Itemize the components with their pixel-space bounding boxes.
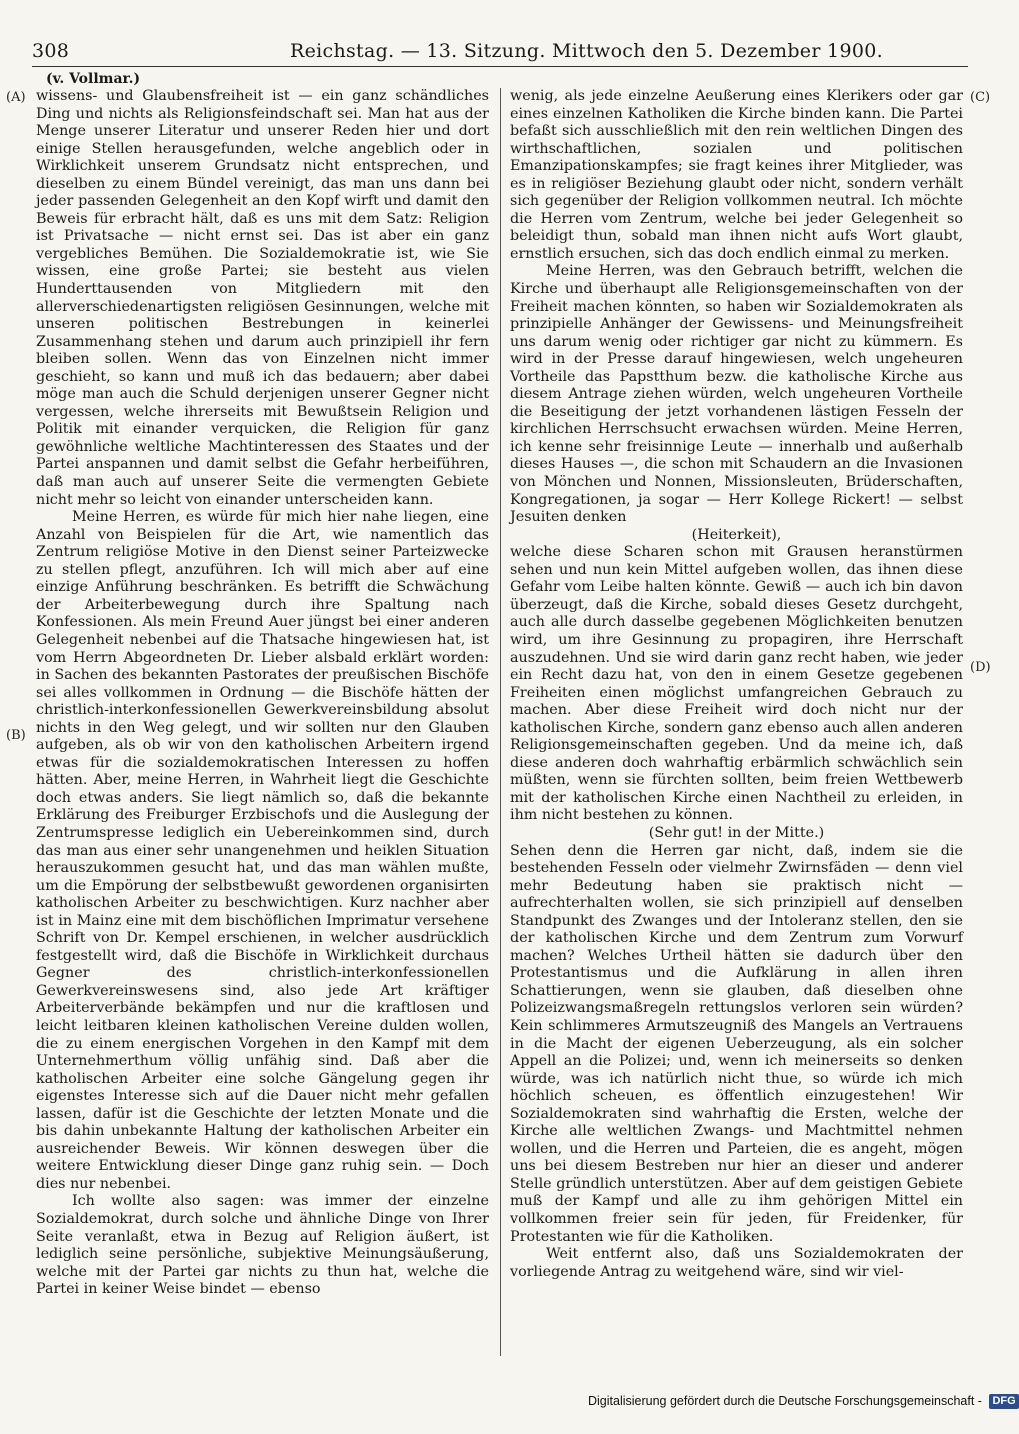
paragraph: wenig, als jede einzelne Aeußerung eines Klerikers oder gar eines einzelnen Katholiken die Kirche binden kann. Die Partei befaßt sich ausschließlich mit den rein weltlichen Dingen des wirthschaftlichen, sozialen und politischen Emanzipationskampfes; sie fragt keines ihrer Mitglieder, was es in religiöser Beziehung glaubt oder nicht, sondern verhält sich gegenüber der Religion vollkommen neutral. Ich möchte die Herren vom Zentrum, welche bei jeder Gelegenheit so beleidigt thun, sobald man ihnen nicht aufs Wort glaubt, ernstlich ersuchen, sich das doch endlich einmal zu merken. (510, 88, 963, 262)
right-column (510, 88, 963, 1363)
digitization-credit (588, 1394, 1016, 1414)
paragraph: wissens- und Glaubensfreiheit ist — ein ganz schändliches Ding und nichts als Religionsfeindschaft sei. Man hat aus der Menge unserer Literatur und unserer Reden hier und dort einige Stellen herausgefunden, welche angeblich oder in Wirklichkeit unserem Grundsatz nicht entsprechen, und dieselben zu einem Bündel vereinigt, das man uns dann bei jeder passenden Gelegenheit an den Kopf wirft und damit den Beweis für erbracht hält, daß es uns mit dem Satz: Religion ist Privatsache — nicht ernst sei. Das ist aber ein ganz vergebliches Bemühen. Die Sozialdemokratie ist, wie Sie wissen, eine große Partei; sie besteht aus vielen Hunderttausenden von Mitgliedern mit den allerverschiedenartigsten religiösen Gesinnungen, welche mit unseren politischen Bestrebungen in keinerlei Zusammenhang stehen und darum auch prinzipiell ihr fern bleiben sollen. Wenn das von Einzelnen nicht immer geschieht, so kann und muß ich das bedauern; aber dabei möge man auch die Schuld derjenigen unserer Gegner nicht vergessen, welche ihrerseits mit Bewußtsein Religion und Politik mit einander verquicken, die Religion für ganz gewöhnliche weltliche Machtinteressen des Staates und der Partei anspannen und damit selbst die Gefahr herbeiführen, daß man auch auf unserer Seite die vermengten Gebiete nicht mehr so leicht von einander unterscheiden kann. (36, 88, 489, 508)
margin-marker-a: (A) (6, 90, 26, 105)
margin-marker-d: (D) (970, 660, 991, 675)
paragraph: Ich wollte also sagen: was immer der einzelne Sozialdemokrat, durch solche und ähnliche Dinge von Ihrer Seite veranlaßt, etwa in Bezug auf Religion äußert, ist lediglich seine persönliche, subjektive Meinungsäußerung, welche mit der Partei gar nichts zu thun hat, welche die Partei in keiner Weise bindet — ebenso (36, 1193, 489, 1298)
margin-marker-b: (B) (6, 728, 26, 743)
left-column (36, 88, 489, 1363)
dfg-logo: DFG (989, 1394, 1018, 1409)
running-title: Reichstag. — 13. Sitzung. Mittwoch den 5. Dezember 1900. (290, 40, 883, 62)
page-number: 308 (32, 40, 70, 62)
margin-marker-c: (C) (970, 90, 991, 105)
paragraph: welche diese Scharen schon mit Grausen heranstürmen sehen und nun kein Mittel aufgeben wollen, das ihnen diese Gefahr vom Leibe halten könnte. Gewiß — auch ich bin davon überzeugt, daß die Kirche, sobald dieses Gesetz durchgeht, auch alle durch dasselbe gegebenen Möglichkeiten benutzen wird, um ihre Gesinnung zu propagiren, ihre Herrschaft auszudehnen. Und sie wird darin ganz recht haben, wie jeder ein Recht dazu hat, von den in einem Gesetze gegebenen Freiheiten einen möglichst umfangreichen Gebrauch zu machen. Aber diese Freiheit wird doch nicht nur der katholischen Kirche, sondern ganz ebenso auch allen anderen Religionsgemeinschaften gegeben. Und da meine ich, daß diese anderen doch wahrhaftig erbärmlich schwächlich sein müßten, wenn sie fürchten sollten, beim freien Wettbewerb mit der katholischen Kirche einen Nachtheil zu erleiden, in ihm nicht bestehen zu können. (510, 544, 963, 824)
paragraph: Weit entfernt also, daß uns Sozialdemokraten der vorliegende Antrag zu weitgehend wäre, sind wir viel- (510, 1246, 963, 1280)
column-divider (500, 88, 501, 1356)
interjection: (Sehr gut! in der Mitte.) (648, 824, 825, 841)
running-header (32, 40, 968, 67)
paragraph: Meine Herren, was den Gebrauch betrifft, welchen die Kirche und überhaupt alle Religionsgemeinschaften von der Freiheit machen könnten, so haben wir Sozialdemokraten als prinzipielle Anhänger der Gewissens- und Meinungsfreiheit uns darum wenig oder richtiger gar nicht zu kümmern. Es wird in der Presse darauf hingewiesen, welch ungeheuren Vortheile das Papstthum bezw. die katholische Kirche aus diesem Antrage ziehen würden, welch ungeheuren Vortheile die Beseitigung der jetzt vorhandenen lästigen Fesseln der kirchlichen Herrschsucht erwachsen würden. Meine Herren, ich kenne sehr freisinnige Leute — innerhalb und außerhalb dieses Hauses —, die schon mit Schaudern an die Invasionen von Mönchen und Nonnen, Missionsleuten, Brüderschaften, Kongregationen, ja sogar — Herr Kollege Rickert! — selbst Jesuiten denken (510, 263, 963, 526)
paragraph: Sehen denn die Herren gar nicht, daß, indem sie die bestehenden Fesseln oder vielmehr Zwirnsfäden — denn viel mehr Bedeutung haben sie praktisch nicht — aufrechterhalten wollen, sie sich prinzipiell auf denselben Standpunkt des Zwanges und der Intoleranz stellen, den sie der katholischen Kirche und dem Zentrum zum Vorwurf machen? Welches Urtheil hätten sie dadurch über den Protestantismus und die Aufklärung in allen ihren Schattierungen, wenn sie glauben, daß dieselben ohne Polizeizwangsmaßregeln rettungslos verloren sein würden? Kein schlimmeres Armutszeugniß des Mangels an Vertrauens in die Macht der eigenen Ueberzeugung, als ein solcher Appell an die Polizei; und, wenn ich meinerseits so denken würde, was ich natürlich nicht thue, so würde ich mich höchlich scheuen, es öffentlich einzugestehen! Wir Sozialdemokraten sind wahrhaftig die Ersten, welche der Kirche alle weltlichen Zwangs- und Machtmittel nehmen wollen, und die Herren und Parteien, die es angeht, mögen uns bei diesem Bestreben nur hier an dieser und anderer Stelle gründlich unterstützen. Aber auf dem geistigen Gebiete muß der Kampf und alle zu ihm gehörigen Mittel ein vollkommen freier sein für jeden, für Freidenker, für Protestanten wie für die Katholiken. (510, 842, 963, 1245)
speaker-name: (v. Vollmar.) (46, 71, 141, 87)
interjection: (Heiterkeit), (691, 526, 782, 543)
paragraph: Meine Herren, es würde für mich hier nahe liegen, eine Anzahl von Beispielen für die Art, wie namentlich das Zentrum religiöse Motive in den Dienst seiner Parteizwecke zu stellen pflegt, anzuführen. Ich will mich aber auf eine einzige Anführung beschränken. Es betrifft die Schwächung der Arbeiterbewegung durch ihre Spaltung nach Konfessionen. Als mein Freund Auer jüngst bei einer anderen Gelegenheit nebenbei auf die Thatsache hingewiesen hat, ist vom Herrn Abgeordneten Dr. Lieber alsbald erklärt worden: in Sachen des bekannten Pastorates der preußischen Bischöfe sei alles vollkommen in Ordnung — die Bischöfe hätten der christlich-interkonfessionellen Gewerkvereinsbildung absolut nichts in den Weg gelegt, und wir sollten nur den Glauben aufgeben, als ob wir von den katholischen Arbeitern irgend etwas für die sozialdemokratischen Interessen zu hoffen hätten. Aber, meine Herren, in Wahrheit liegt die Geschichte doch etwas anders. Sie liegt nämlich so, daß die bekannte Erklärung des Freiburger Erzbischofs und die Auslegung der Zentrumspresse lediglich ein Uebereinkommen sind, durch das man aus einer sehr unangenehmen und heiklen Situation herauszukommen gesucht hat, und das man wählen mußte, um die Empörung der selbstbewußt gewordenen organisirten katholischen Arbeiter zu beschwichtigen. Kurz nachher aber ist in Mainz eine mit dem bischöflichen Imprimatur versehene Schrift von Dr. Kempel erschienen, in welcher ausdrücklich festgestellt wird, daß die Bischöfe in Wirklichkeit durchaus Gegner des christlich-interkonfessionellen Gewerkvereinswesens sind, also jede Art kräftiger Arbeiterverbände bekämpfen und nur die kraftlosen und leicht leitbaren kleinen katholischen Vereine dulden wollen, die zu einem energischen Vorgehen in den Kampf mit dem Unternehmerthum völlig unfähig sind. Daß aber die katholischen Arbeiter eine solche Gängelung gegen ihr eigenstes Interesse sich auf die Dauer nicht mehr gefallen lassen, dafür ist die Geschichte der letzten Monate und die bis dahin unbekannte Haltung der katholischen Arbeiter ein ausreichender Beweis. Wir können deswegen über die weitere Entwicklung dieser Dinge ganz ruhig sein. — Doch dies nur nebenbei. (36, 509, 489, 1192)
credit-text: Digitalisierung gefördert durch die Deutsche Forschungsgemeinschaft - (588, 1394, 982, 1408)
